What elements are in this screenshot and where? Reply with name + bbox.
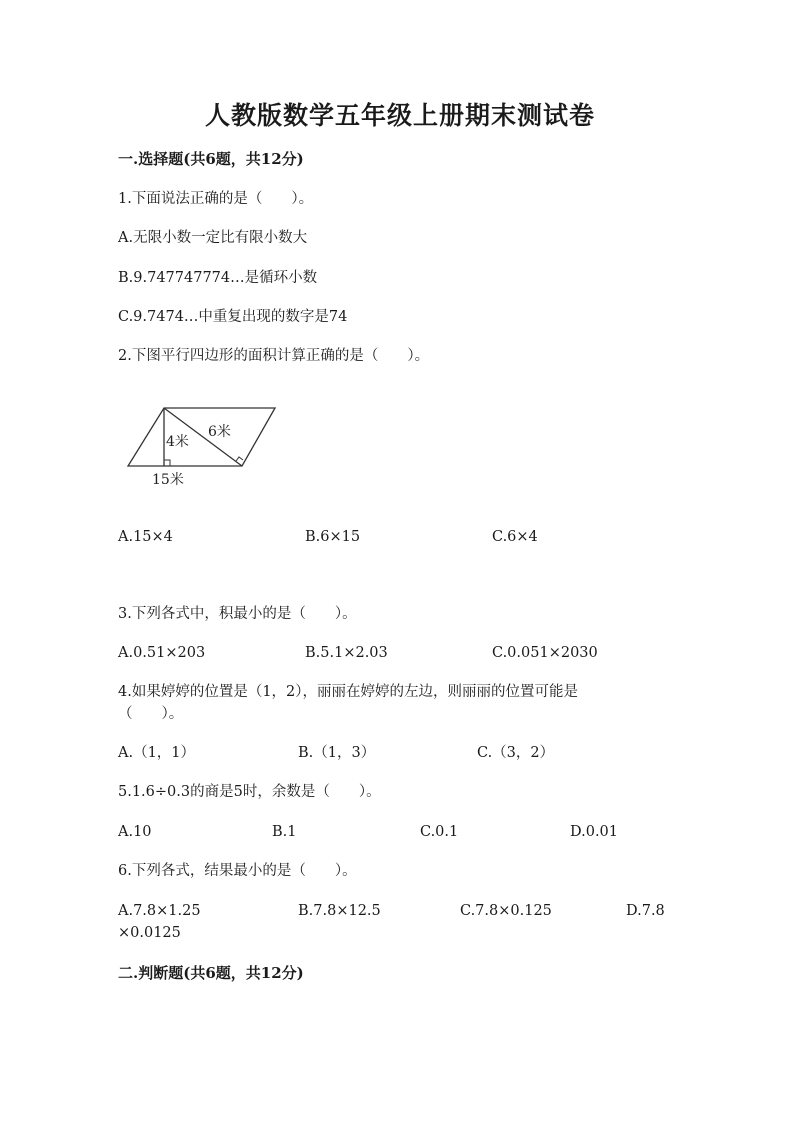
question-6-option-d: D.7.8 xyxy=(626,903,665,919)
question-4-option-b: B.（1，3） xyxy=(298,745,376,761)
parallelogram-shape xyxy=(128,408,275,466)
question-5-option-c: C.0.1 xyxy=(420,824,459,840)
question-6-option-c: C.7.8×0.125 xyxy=(460,903,552,919)
question-6-stem: 6.下列各式，结果最小的是（ ）。 xyxy=(118,863,357,879)
question-4-stem-line1: 4.如果婷婷的位置是（1，2），丽丽在婷婷的左边，则丽丽的位置可能是 xyxy=(118,684,579,700)
question-2-option-a: A.15×4 xyxy=(118,529,173,545)
question-1-stem: 1.下面说法正确的是（ ）。 xyxy=(118,191,314,207)
question-2-stem: 2.下图平行四边形的面积计算正确的是（ ）。 xyxy=(118,348,430,364)
question-4-option-a: A.（1，1） xyxy=(118,745,196,761)
section-heading-judgement: 二.判断题(共6题，共12分) xyxy=(118,964,304,982)
question-2-option-b: B.6×15 xyxy=(305,529,361,545)
question-6-option-b: B.7.8×12.5 xyxy=(298,903,381,919)
question-1-option-c: C.9.7474…中重复出现的数字是74 xyxy=(118,309,348,325)
right-angle-mark-diagonal xyxy=(236,457,243,461)
question-6-option-d-continued: ×0.0125 xyxy=(118,925,181,941)
question-5-stem: 5.1.6÷0.3的商是5时，余数是（ ）。 xyxy=(118,784,381,800)
question-5-option-d: D.0.01 xyxy=(570,824,619,840)
question-5-option-a: A.10 xyxy=(118,824,152,840)
question-1-option-a: A.无限小数一定比有限小数大 xyxy=(118,230,308,246)
right-angle-mark-base xyxy=(164,460,170,466)
question-3-option-b: B.5.1×2.03 xyxy=(305,645,388,661)
page-title: 人教版数学五年级上册期末测试卷 xyxy=(204,101,595,130)
question-6-option-a: A.7.8×1.25 xyxy=(118,903,201,919)
question-3-stem: 3.下列各式中，积最小的是（ ）。 xyxy=(118,606,357,622)
question-3-option-a: A.0.51×203 xyxy=(118,645,206,661)
question-5-option-b: B.1 xyxy=(272,824,297,840)
question-1-option-b: B.9.747747774…是循环小数 xyxy=(118,270,318,286)
question-3-option-c: C.0.051×2030 xyxy=(492,645,598,661)
question-4-option-c: C.（3，2） xyxy=(477,745,555,761)
section-heading-choice: 一.选择题(共6题，共12分) xyxy=(118,150,304,168)
parallelogram-figure xyxy=(118,398,288,490)
question-2-option-c: C.6×4 xyxy=(492,529,538,545)
diagonal-label: 6米 xyxy=(208,424,231,440)
question-4-stem-line2: （ ）。 xyxy=(118,706,184,722)
base-label: 15米 xyxy=(152,472,184,488)
height-label: 4米 xyxy=(166,434,189,450)
